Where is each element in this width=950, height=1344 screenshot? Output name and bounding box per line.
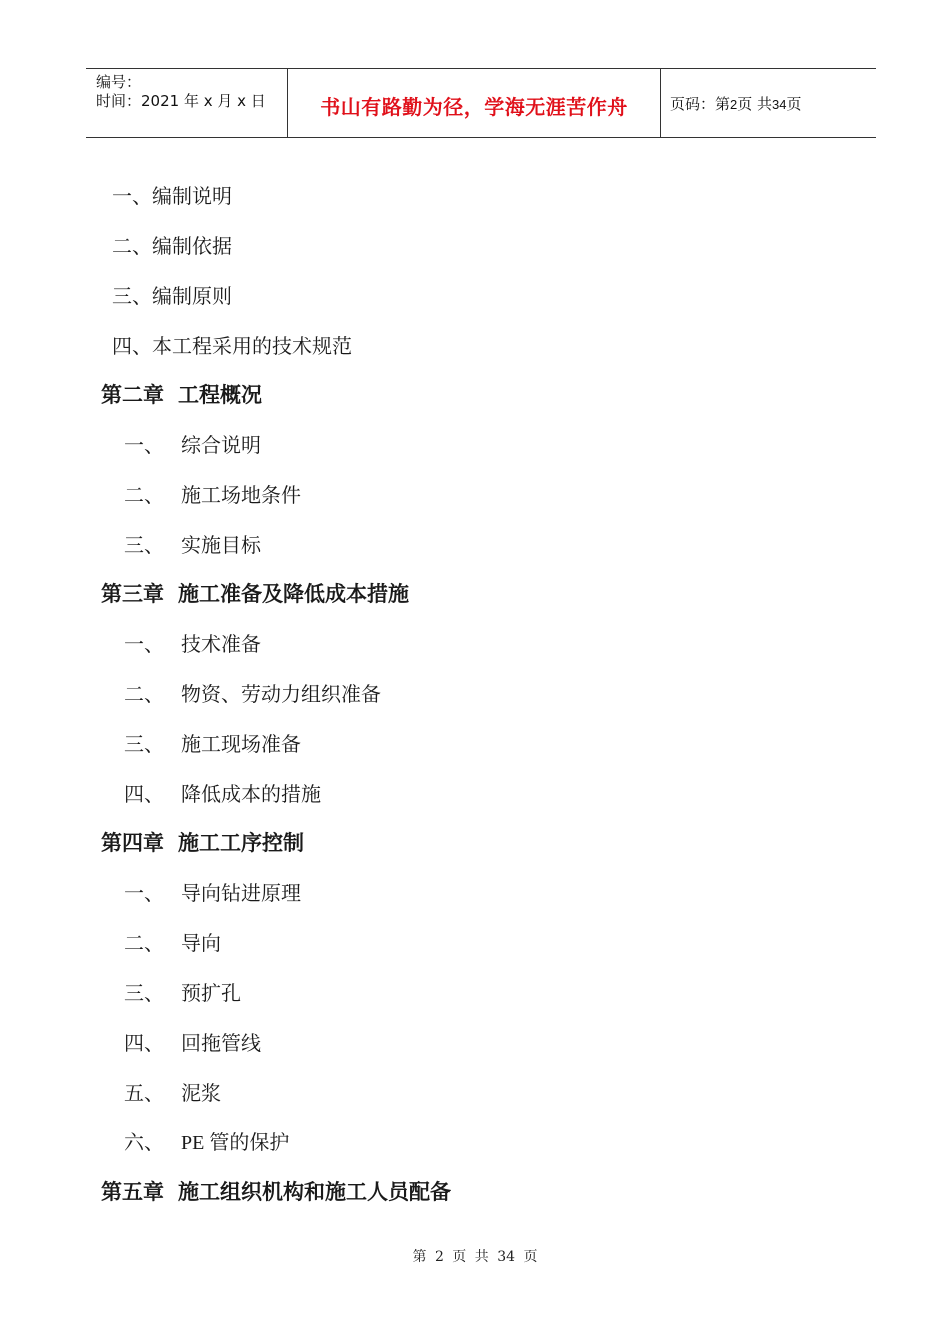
toc-marker: 四、 bbox=[124, 782, 164, 806]
toc-marker: 一、 bbox=[112, 184, 152, 208]
toc-title: 导向钻进原理 bbox=[181, 881, 301, 905]
toc-title: 预扩孔 bbox=[181, 981, 241, 1005]
toc-marker: 一、 bbox=[124, 433, 164, 457]
chapter-number: 第四章 bbox=[101, 831, 164, 855]
chapter-title: 施工工序控制 bbox=[178, 831, 304, 855]
toc-title: PE 管的保护 bbox=[181, 1132, 290, 1154]
toc-title: 实施目标 bbox=[181, 533, 261, 557]
toc-marker: 二、 bbox=[124, 682, 164, 706]
page-current: 2 bbox=[730, 97, 738, 112]
chapter-title: 施工组织机构和施工人员配备 bbox=[178, 1180, 451, 1204]
toc-marker: 三、 bbox=[124, 533, 164, 557]
toc-marker: 一、 bbox=[124, 881, 164, 905]
toc-marker: 一、 bbox=[124, 632, 164, 656]
toc-item bbox=[124, 1027, 261, 1056]
chapter-number: 第二章 bbox=[101, 383, 164, 407]
page-suffix: 页 bbox=[786, 95, 802, 113]
toc-item bbox=[124, 479, 301, 508]
toc-item bbox=[112, 330, 352, 359]
toc-marker: 四、 bbox=[124, 1031, 164, 1055]
toc-title: 回拖管线 bbox=[181, 1031, 261, 1055]
toc-item bbox=[124, 877, 301, 906]
toc-item bbox=[124, 1077, 221, 1106]
toc-item bbox=[124, 678, 381, 707]
toc-title: 本工程采用的技术规范 bbox=[152, 334, 352, 358]
toc-title: 施工场地条件 bbox=[181, 483, 301, 507]
toc-marker: 二、 bbox=[124, 483, 164, 507]
doc-number: 编号： bbox=[96, 73, 142, 91]
toc-item bbox=[124, 977, 241, 1006]
doc-date: 时间：2021 年 x 月 x 日 bbox=[96, 92, 266, 110]
toc-item bbox=[124, 927, 221, 956]
chapter-number: 第三章 bbox=[101, 582, 164, 606]
page-total: 34 bbox=[772, 97, 787, 112]
chapter-heading bbox=[101, 1176, 451, 1206]
toc-title: 综合说明 bbox=[181, 433, 261, 457]
toc-marker: 二、 bbox=[124, 931, 164, 955]
page-prefix: 页码：第 bbox=[670, 95, 731, 113]
toc-marker: 三、 bbox=[124, 981, 164, 1005]
toc-item bbox=[124, 628, 261, 657]
toc-title: 编制依据 bbox=[152, 234, 232, 258]
toc-marker: 二、 bbox=[112, 234, 152, 258]
toc-item bbox=[124, 529, 261, 558]
toc-title: 编制原则 bbox=[152, 284, 232, 308]
chapter-title: 施工准备及降低成本措施 bbox=[178, 582, 409, 606]
toc-title: 导向 bbox=[181, 931, 221, 955]
chapter-title: 工程概况 bbox=[178, 383, 262, 407]
toc-marker: 五、 bbox=[124, 1081, 164, 1105]
chapter-heading bbox=[101, 578, 409, 608]
page-footer: 第 2 页 共 34 页 bbox=[412, 1249, 538, 1265]
chapter-number: 第五章 bbox=[101, 1180, 164, 1204]
toc-item bbox=[124, 778, 321, 807]
toc-item bbox=[112, 280, 232, 309]
toc-marker: 四、 bbox=[112, 334, 152, 358]
toc-item bbox=[112, 230, 232, 259]
toc-title: 施工现场准备 bbox=[181, 732, 301, 756]
toc-item bbox=[124, 429, 261, 458]
toc-title: 物资、劳动力组织准备 bbox=[181, 682, 381, 706]
toc-item bbox=[124, 1126, 289, 1155]
toc-title: 降低成本的措施 bbox=[181, 782, 321, 806]
toc-item bbox=[112, 180, 232, 209]
page-mid: 页 共 bbox=[737, 95, 773, 113]
toc-marker: 六、 bbox=[124, 1130, 164, 1154]
toc-title: 编制说明 bbox=[152, 184, 232, 208]
toc-marker: 三、 bbox=[124, 732, 164, 756]
toc-title: 技术准备 bbox=[181, 632, 261, 656]
chapter-heading bbox=[101, 827, 304, 857]
motto: 书山有路勤为径，学海无涯苦作舟 bbox=[320, 95, 628, 119]
toc-title: 泥浆 bbox=[181, 1081, 221, 1105]
chapter-heading bbox=[101, 379, 262, 409]
toc-item bbox=[124, 728, 301, 757]
toc-marker: 三、 bbox=[112, 284, 152, 308]
